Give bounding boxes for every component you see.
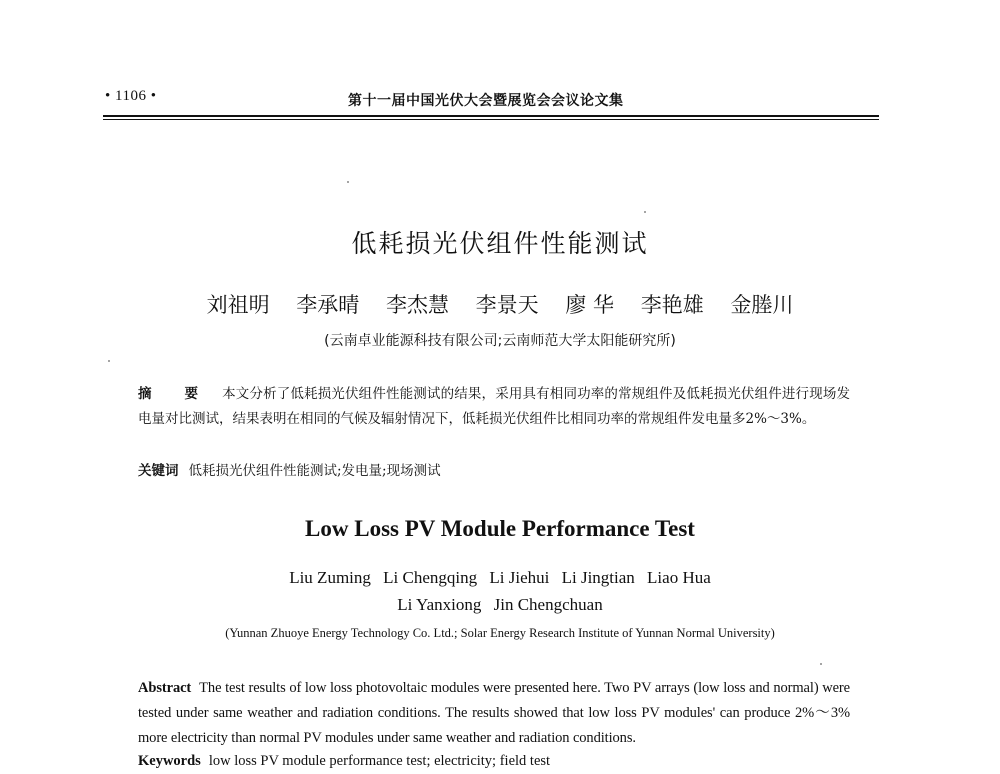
scan-speck [644, 211, 646, 213]
english-title: Low Loss PV Module Performance Test [305, 516, 695, 541]
en-author: Jin Chengchuan [493, 595, 603, 614]
cn-author: 李景天 [475, 293, 539, 317]
cn-author: 廖 华 [565, 293, 615, 317]
scan-speck [108, 360, 110, 362]
english-authors-line-2 [0, 591, 1000, 618]
en-author: Li Yanxiong [397, 595, 482, 614]
english-authors-line-1 [0, 564, 1000, 591]
en-author: Li Jingtian [561, 568, 635, 587]
cn-author: 李艳雄 [640, 293, 704, 317]
chinese-keywords [138, 459, 850, 484]
english-keywords-text: low loss PV module performance test; electricity; field test [208, 753, 551, 769]
en-author: Liu Zuming [289, 568, 371, 587]
chinese-keywords-text: 低耗损光伏组件性能测试;发电量;现场测试 [188, 463, 441, 479]
en-author: Li Jiehui [489, 568, 550, 587]
english-affiliation: (Yunnan Zhuoye Energy Technology Co. Ltd.; Solar Energy Research Institute of Yunnan Normal University) [225, 626, 775, 640]
header-rule-thin [103, 119, 879, 120]
header-rule-thick [103, 115, 879, 117]
cn-author: 金塍川 [730, 293, 794, 317]
english-abstract-text: The test results of low loss photovoltaic modules were presented here. Two PV arrays (low loss and normal) were tested under same weather and radiation conditions. The results showed that low loss PV modules' can produce 2%～3% more electricity than normal PV modules under same weather and radiation conditions. [138, 680, 850, 746]
scan-speck [820, 663, 822, 665]
chinese-abstract-text: 本文分析了低耗损光伏组件性能测试的结果，采用具有相同功率的常规组件及低耗损光伏组件进行现场发电量对比测试，结果表明在相同的气候及辐射情况下，低耗损光伏组件比相同功率的常规组件发电量多2%～3%。 [138, 386, 850, 427]
chinese-authors [0, 289, 1000, 319]
page-number: • 1106 • [105, 88, 157, 104]
scan-speck [347, 181, 349, 183]
english-keywords-label: Keywords [138, 753, 201, 769]
english-authors [0, 564, 1000, 618]
running-head: 第十一届中国光伏大会暨展览会会议论文集 [348, 93, 624, 109]
page-header [103, 88, 879, 118]
english-keywords [138, 749, 850, 774]
cn-author: 李承晴 [296, 293, 360, 317]
chinese-abstract-label: 摘 要 [138, 386, 213, 402]
cn-author: 刘祖明 [206, 293, 270, 317]
chinese-affiliation: (云南卓业能源科技有限公司;云南师范大学太阳能研究所) [324, 333, 676, 349]
chinese-title: 低耗损光伏组件性能测试 [351, 229, 649, 258]
cn-author: 李杰慧 [385, 293, 449, 317]
chinese-keywords-label: 关键词 [138, 463, 179, 479]
en-author: Liao Hua [647, 568, 711, 587]
english-abstract [138, 676, 850, 751]
en-author: Li Chengqing [383, 568, 478, 587]
chinese-abstract [138, 382, 850, 432]
english-abstract-label: Abstract [138, 680, 192, 696]
